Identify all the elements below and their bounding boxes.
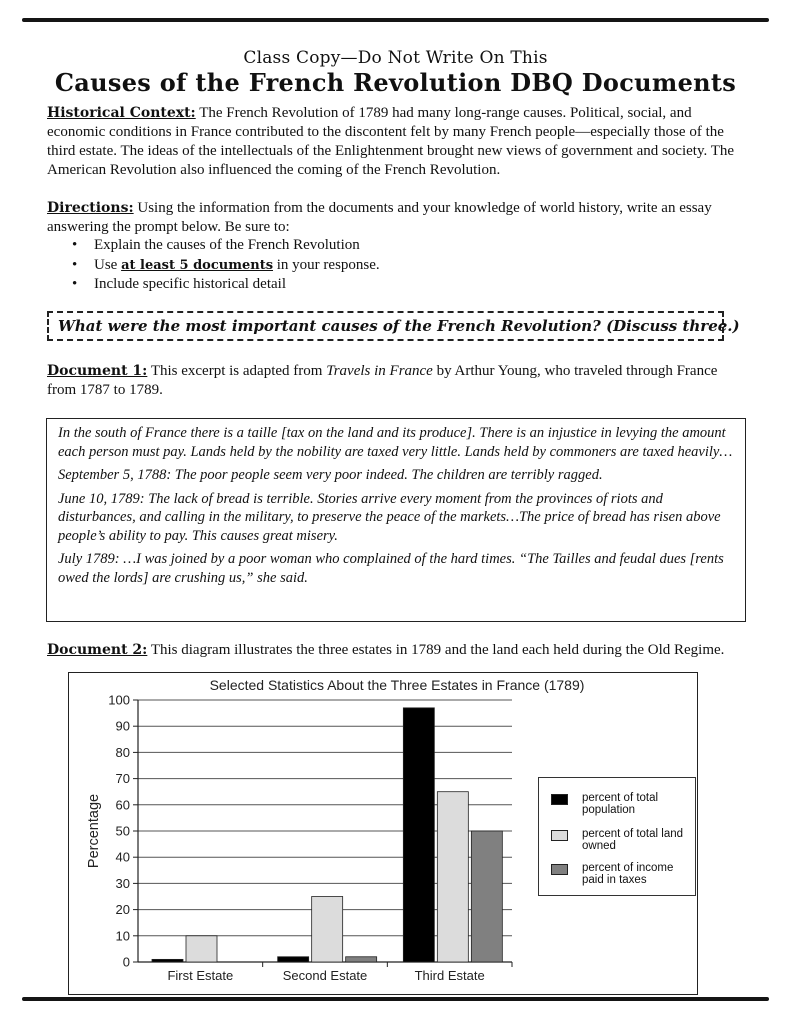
document-1-intro-text: This excerpt is adapted from: [147, 363, 327, 379]
excerpt-paragraph: In the south of France there is a taille [tax on the land and its produce]. There is an injustice in levying the amount each person must pay. Lands held by the nobility are taxed very little. Lands held by commoners are taxed heavily…: [58, 425, 733, 460]
legend-swatch: [551, 830, 568, 841]
bar-3: [471, 831, 502, 962]
bullet-text: Include specific historical detail: [94, 276, 287, 292]
x-category-label: Third Estate: [414, 968, 485, 983]
y-tick-label: 100: [108, 692, 130, 708]
document-1-excerpt-box: [46, 418, 746, 622]
bar-1: [403, 708, 434, 962]
legend-swatch: [551, 794, 568, 805]
directions-label: Directions:: [47, 200, 134, 216]
bullet-text: Use: [94, 256, 122, 273]
x-category-label: First Estate: [167, 968, 234, 983]
list-item: [72, 275, 380, 295]
page-title: Causes of the French Revolution DBQ Documents: [54, 68, 737, 97]
document-1-label: Document 1:: [47, 363, 148, 379]
bullet-text: Explain the causes of the French Revolution: [94, 237, 360, 253]
y-axis-label: Percentage: [86, 793, 102, 869]
y-tick-label: 50: [115, 823, 130, 839]
legend-label: percent of income paid in taxes: [582, 862, 674, 886]
bar-1: [152, 959, 183, 962]
y-tick-label: 30: [115, 875, 130, 891]
y-tick-label: 60: [115, 797, 130, 813]
document-2-intro: [47, 641, 747, 660]
historical-context-text: The French Revolution of 1789 had many long-range causes. Political, social, and economic conditions in France contributed to the discontent felt by many French people—especially those of the third estate. The ideas of the intellectuals of the Enlightenment brought new views of government and society. The American Revolution also influenced the coming of the French Revolution.: [47, 105, 735, 178]
bullet-emphasis: at least 5 documents: [121, 257, 274, 273]
directions-bullet-list: [72, 236, 380, 295]
legend-label: percent of total population: [582, 792, 659, 816]
list-item: [72, 256, 380, 276]
chart-legend: [538, 777, 696, 896]
bar-2: [312, 897, 343, 963]
essay-question-box: What were the most important causes of the French Revolution? (Discuss three.): [47, 311, 724, 341]
excerpt-paragraph: September 5, 1788: The poor people seem very poor indeed. The children are terribly ragged.: [58, 467, 603, 483]
document-1-intro-text: by Arthur Young, who traveled through France from 1787 to 1789.: [47, 363, 718, 398]
document-2-intro-text: This diagram illustrates the three estates in 1789 and the land each held during the Old Regime.: [147, 642, 725, 658]
y-tick-label: 40: [115, 849, 130, 865]
bottom-border-rule: [22, 997, 769, 1001]
historical-context: [47, 104, 747, 180]
bar-3: [346, 957, 377, 962]
excerpt-paragraph: July 1789: …I was joined by a poor woman who complained of the hard times. “The Tailles and feudal dues [rents owed the lords] are crushing us,” she said.: [58, 551, 724, 586]
y-tick-label: 90: [115, 718, 130, 734]
bullet-text: in your response.: [273, 256, 380, 273]
document-2-label: Document 2:: [47, 642, 148, 658]
legend-swatch: [551, 864, 568, 875]
page-subtitle: Class Copy—Do Not Write On This: [243, 48, 548, 68]
excerpt-paragraph: June 10, 1789: The lack of bread is terrible. Stories arrive every moment from the provinces of riots and disturbances, and calling in the military, to preserve the peace of the markets…The price of bread has risen above people’s ability to pay. This causes great misery.: [58, 490, 721, 544]
y-tick-label: 0: [122, 954, 130, 970]
bar-2: [437, 792, 468, 962]
historical-context-label: Historical Context:: [47, 105, 196, 121]
y-tick-label: 10: [115, 928, 130, 944]
list-item: [72, 236, 380, 256]
bar-1: [278, 957, 309, 962]
x-category-label: Second Estate: [282, 968, 368, 983]
y-tick-label: 80: [115, 744, 130, 760]
document-1-intro: [47, 362, 747, 400]
directions: [47, 199, 747, 237]
directions-text: Using the information from the documents and your knowledge of world history, write an essay answering the prompt below. Be sure to:: [47, 200, 712, 235]
y-tick-label: 70: [115, 771, 130, 787]
chart-title: Selected Statistics About the Three Estates in France (1789): [209, 677, 585, 693]
y-tick-label: 20: [115, 902, 130, 918]
top-border-rule: [22, 18, 769, 22]
document-1-source-title: Travels in France: [326, 363, 433, 379]
bar-2: [186, 936, 217, 962]
legend-label: percent of total land owned: [582, 828, 684, 852]
